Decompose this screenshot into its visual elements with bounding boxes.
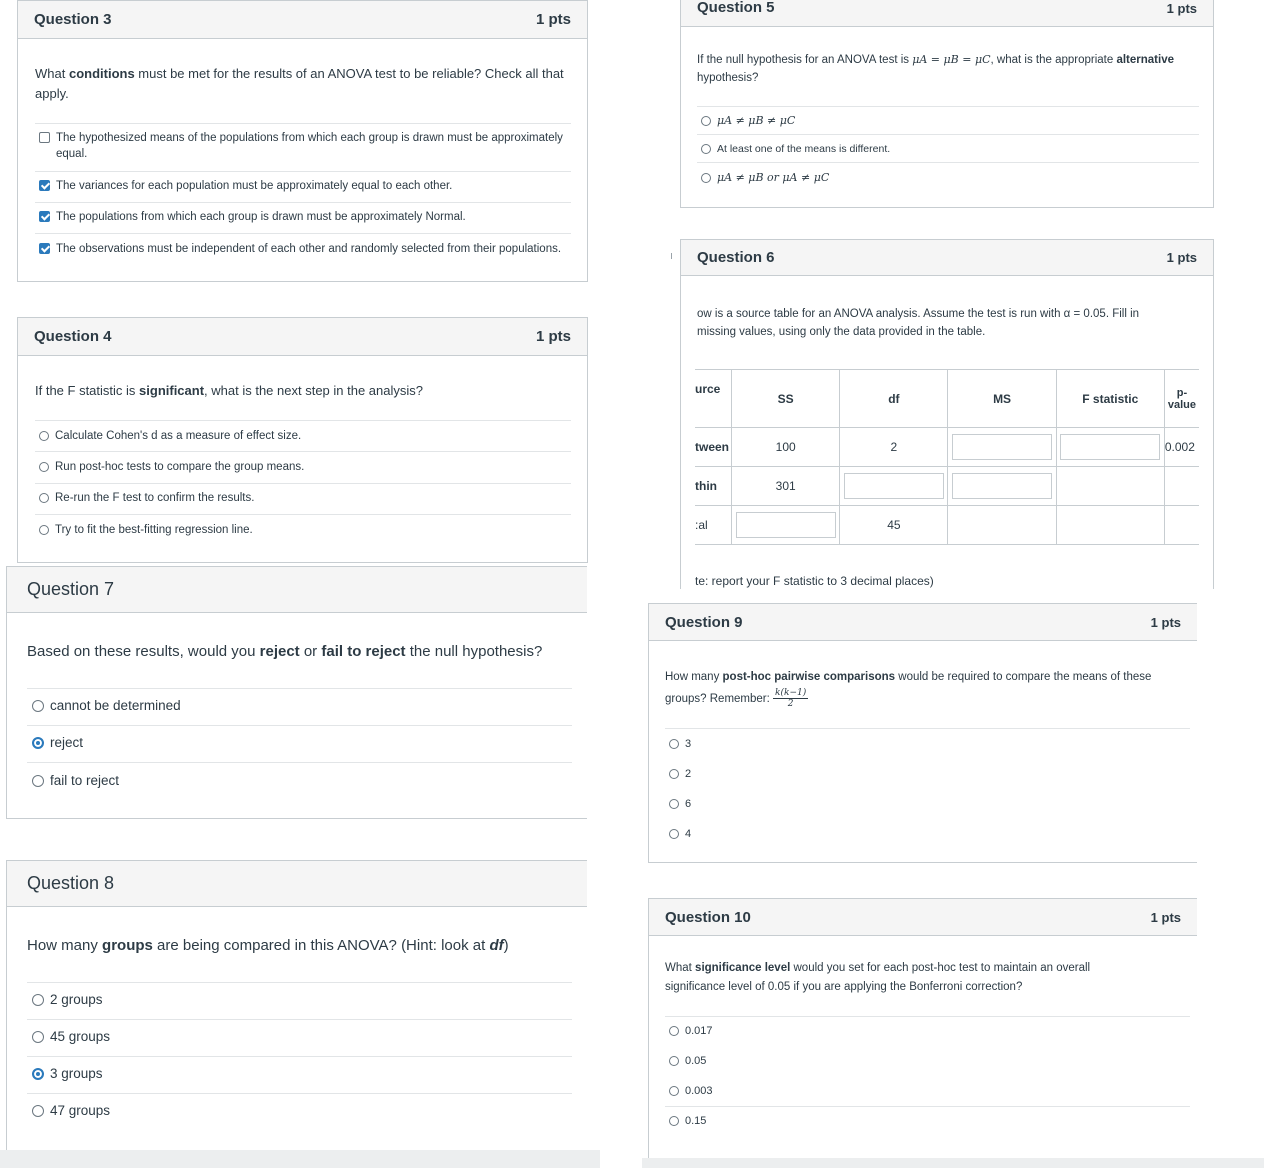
divider xyxy=(27,762,572,763)
q9-text-suffix: would be required to compare the means of these groups? Remember: xyxy=(665,671,1152,705)
radio-button[interactable] xyxy=(32,775,44,787)
checkbox[interactable] xyxy=(39,132,50,143)
divider xyxy=(27,1093,572,1094)
option-label: 0.003 xyxy=(685,1085,713,1097)
option-label: 3 groups xyxy=(50,1066,103,1081)
q8-text-prefix: How many xyxy=(27,937,103,954)
option-label: 2 xyxy=(685,768,692,780)
formula-denominator: 2 xyxy=(787,699,794,710)
question-7-card xyxy=(6,566,587,819)
anova-source-table xyxy=(695,369,1199,545)
q10-text-prefix: What xyxy=(665,962,696,974)
cell-ms xyxy=(948,506,1056,545)
question-9-title: Question 9 xyxy=(665,613,743,631)
radio-option[interactable] xyxy=(669,1023,713,1039)
divider xyxy=(665,1106,1190,1107)
formula-numerator: k(k−1) xyxy=(775,688,807,699)
cell-f xyxy=(1056,428,1164,467)
option-label: Try to fit the best-fitting regression line. xyxy=(55,524,253,536)
radio-option[interactable] xyxy=(669,796,691,812)
q5-text-prefix: If the null hypothesis for an ANOVA test is xyxy=(697,54,913,66)
radio-button[interactable] xyxy=(32,700,44,712)
q10-text-bold: significance level xyxy=(695,962,791,974)
option-label: The populations from which each group is drawn must be approximately Normal. xyxy=(56,211,466,223)
radio-option[interactable] xyxy=(32,1028,110,1046)
radio-option[interactable] xyxy=(32,1065,103,1083)
question-8-text xyxy=(27,935,577,957)
q6-text-line1: ow is a source table for an ANOVA analysis. Assume the test is run with α = 0.05. Fill in xyxy=(697,308,1140,320)
question-5-card xyxy=(680,0,1214,208)
q6-text-line2: missing values, using only the data provided in the table. xyxy=(697,326,986,338)
cell-ms xyxy=(948,428,1056,467)
header-source: urce xyxy=(695,370,732,428)
q8-text-mid: are being compared in this ANOVA? (Hint: look at xyxy=(152,937,490,954)
radio-option[interactable] xyxy=(39,490,254,506)
option-label: cannot be determined xyxy=(50,698,181,713)
radio-button[interactable] xyxy=(669,769,679,779)
radio-button[interactable] xyxy=(669,829,679,839)
radio-button[interactable] xyxy=(669,799,679,809)
question-6-title: Question 6 xyxy=(697,249,775,266)
question-6-note: te: report your F statistic to 3 decimal places) xyxy=(695,574,934,588)
f-statistic-input[interactable] xyxy=(1060,434,1160,460)
radio-button[interactable] xyxy=(32,1031,44,1043)
radio-button[interactable] xyxy=(39,462,49,472)
divider xyxy=(35,202,571,203)
q3-text-prefix: What xyxy=(35,66,69,81)
header-df: df xyxy=(840,370,948,428)
header-p-value: p-value xyxy=(1164,370,1199,428)
question-5-title: Question 5 xyxy=(697,0,775,16)
option-label: 4 xyxy=(685,828,692,840)
question-3-title: Question 3 xyxy=(34,11,112,28)
q9-text-bold: post-hoc pairwise comparisons xyxy=(722,671,896,683)
cell-ss: 301 xyxy=(732,467,840,506)
radio-option[interactable] xyxy=(32,1102,110,1120)
divider xyxy=(697,162,1199,163)
row-source: tween xyxy=(695,428,732,467)
row-source: :al xyxy=(695,506,732,545)
question-9-points: 1 pts xyxy=(1150,614,1181,630)
cell-p xyxy=(1164,467,1199,506)
option-label: Run post-hoc tests to compare the group means. xyxy=(55,461,305,473)
divider xyxy=(27,688,572,689)
radio-button[interactable] xyxy=(669,739,679,749)
question-8-card xyxy=(6,860,587,1150)
radio-option[interactable] xyxy=(32,734,83,752)
question-9-card xyxy=(648,603,1197,863)
radio-button[interactable] xyxy=(669,1026,679,1036)
header-ss: SS xyxy=(732,370,840,428)
radio-option[interactable] xyxy=(701,170,829,186)
cell-f xyxy=(1056,506,1164,545)
q8-text-suffix: ) xyxy=(503,937,509,954)
question-6-text xyxy=(697,305,1207,341)
question-4-header xyxy=(18,318,587,356)
question-4-points: 1 pts xyxy=(535,328,571,345)
q7-text-prefix: Based on these results, would you xyxy=(27,643,260,660)
radio-button[interactable] xyxy=(32,1105,44,1117)
option-label: 45 groups xyxy=(50,1029,111,1044)
divider xyxy=(665,728,1190,729)
option-label: μA ≠ μB ≠ μC xyxy=(717,114,796,127)
ms-between-input[interactable] xyxy=(952,434,1052,460)
radio-option[interactable] xyxy=(32,772,119,790)
divider xyxy=(27,1056,572,1057)
radio-option[interactable] xyxy=(701,141,890,157)
q4-text-bold: significant xyxy=(139,383,205,398)
cell-df: 2 xyxy=(840,428,948,467)
question-3-header xyxy=(18,1,587,39)
q7-text-bold1: reject xyxy=(259,643,300,660)
radio-option[interactable] xyxy=(669,1053,706,1069)
question-7-header xyxy=(7,567,587,613)
q7-text-bold2: fail to reject xyxy=(321,643,406,660)
option-label: Re-run the F test to confirm the results. xyxy=(55,492,255,504)
cell-df: 45 xyxy=(840,506,948,545)
question-6-header xyxy=(681,240,1213,276)
question-5-text xyxy=(697,51,1197,87)
divider xyxy=(27,725,572,726)
radio-option[interactable] xyxy=(669,826,691,842)
question-8-title: Question 8 xyxy=(27,873,115,893)
option-label: 3 xyxy=(685,738,692,750)
cell-ss xyxy=(732,506,840,545)
q7-text-mid: or xyxy=(299,643,322,660)
divider xyxy=(27,1019,572,1020)
option-label: 0.15 xyxy=(685,1115,707,1127)
divider xyxy=(35,483,571,484)
checkbox-checked[interactable] xyxy=(39,180,50,191)
question-8-header xyxy=(7,861,587,907)
radio-option[interactable] xyxy=(669,1113,706,1129)
table-row xyxy=(695,428,1199,467)
table-header-row xyxy=(695,370,1199,428)
cell-p: 0.002 xyxy=(1164,428,1199,467)
table-row xyxy=(695,506,1199,545)
q7-text-suffix: the null hypothesis? xyxy=(405,643,543,660)
q4-text-suffix: , what is the next step in the analysis? xyxy=(204,383,424,398)
question-6-card xyxy=(680,239,1214,589)
radio-button[interactable] xyxy=(701,144,711,154)
question-6-points: 1 pts xyxy=(1166,250,1197,265)
header-f-statistic: F statistic xyxy=(1056,370,1164,428)
checkbox-checked[interactable] xyxy=(39,243,50,254)
comparisons-formula xyxy=(773,688,808,709)
q5-text-mid: , what is the appropriate xyxy=(990,54,1117,66)
option-label: 2 groups xyxy=(50,992,103,1007)
question-10-points: 1 pts xyxy=(1150,909,1181,925)
left-edge-mark xyxy=(671,253,672,259)
q8-text-bold: groups xyxy=(102,937,153,954)
divider xyxy=(35,451,571,452)
option-label: 0.05 xyxy=(685,1055,707,1067)
divider xyxy=(35,123,571,124)
cell-ss: 100 xyxy=(732,428,840,467)
radio-button-selected[interactable] xyxy=(32,1068,44,1080)
option-label: At least one of the means is different. xyxy=(717,143,891,155)
divider xyxy=(697,106,1199,107)
df-within-input[interactable] xyxy=(844,473,944,499)
divider xyxy=(35,420,571,421)
question-3-text xyxy=(35,64,575,104)
checkbox-option[interactable] xyxy=(39,130,569,162)
question-10-text xyxy=(665,959,1145,997)
radio-button[interactable] xyxy=(32,994,44,1006)
question-4-title: Question 4 xyxy=(34,328,112,345)
radio-button[interactable] xyxy=(669,1056,679,1066)
q8-text-italic: df xyxy=(489,937,504,954)
radio-option[interactable] xyxy=(39,459,304,475)
option-label: 0.017 xyxy=(685,1025,713,1037)
question-4-text xyxy=(35,381,575,401)
radio-button[interactable] xyxy=(701,173,711,183)
radio-option[interactable] xyxy=(669,1083,713,1099)
question-7-title: Question 7 xyxy=(27,579,115,599)
q4-text-prefix: If the F statistic is xyxy=(35,383,140,398)
checkbox-checked[interactable] xyxy=(39,211,50,222)
question-7-text xyxy=(27,641,577,663)
radio-option[interactable] xyxy=(32,991,103,1009)
checkbox-option[interactable] xyxy=(39,241,569,257)
option-label: 6 xyxy=(685,798,692,810)
radio-option[interactable] xyxy=(39,428,301,444)
bottom-strip-left xyxy=(0,1150,600,1168)
radio-option[interactable] xyxy=(669,766,691,782)
question-3-card xyxy=(17,0,588,282)
radio-button[interactable] xyxy=(669,1086,679,1096)
divider xyxy=(697,134,1199,135)
divider xyxy=(665,1016,1190,1017)
cell-f xyxy=(1056,467,1164,506)
option-label: The variances for each population must be approximately equal to each other. xyxy=(56,180,453,192)
radio-option[interactable] xyxy=(669,736,691,752)
radio-button[interactable] xyxy=(39,493,49,503)
question-10-header xyxy=(649,899,1197,936)
q3-text-bold: conditions xyxy=(68,66,135,81)
radio-button-selected[interactable] xyxy=(32,737,44,749)
checkbox-option[interactable] xyxy=(39,178,569,194)
q5-text-bold: alternative xyxy=(1116,54,1174,66)
question-5-header xyxy=(681,0,1213,27)
radio-option[interactable] xyxy=(701,113,795,129)
question-9-header xyxy=(649,604,1197,641)
question-10-card xyxy=(648,898,1197,1160)
q10-text-suffix: would you set for each post-hoc test to maintain an overall significance level of 0.05 if you are applying the Bonferroni correction? xyxy=(665,962,1091,993)
question-9-text xyxy=(665,666,1190,710)
cell-ms xyxy=(948,467,1056,506)
radio-button[interactable] xyxy=(669,1116,679,1126)
divider xyxy=(35,233,571,234)
option-label: 47 groups xyxy=(50,1103,111,1118)
q9-text-prefix: How many xyxy=(665,671,723,683)
ms-within-input[interactable] xyxy=(952,473,1052,499)
question-3-points: 1 pts xyxy=(535,11,571,28)
option-label: μA ≠ μB or μA ≠ μC xyxy=(717,171,830,184)
radio-button[interactable] xyxy=(701,116,711,126)
radio-option[interactable] xyxy=(32,697,181,715)
option-label: fail to reject xyxy=(50,773,120,788)
radio-button[interactable] xyxy=(39,431,49,441)
question-10-title: Question 10 xyxy=(665,908,751,926)
radio-button[interactable] xyxy=(39,525,49,535)
q3-text-suffix: must be met for the results of an ANOVA test to be reliable? Check all that apply. xyxy=(35,66,564,101)
divider xyxy=(35,514,571,515)
table-row xyxy=(695,467,1199,506)
cell-df xyxy=(840,467,948,506)
q5-text-math: μA = μB = μC xyxy=(912,53,991,66)
option-label: The observations must be independent of each other and randomly selected from their populations. xyxy=(56,243,562,255)
option-label: reject xyxy=(50,735,84,750)
bottom-strip-right xyxy=(642,1158,1264,1168)
option-label: The hypothesized means of the populations from which each group is drawn must be approximately equal. xyxy=(56,132,563,160)
option-label: Calculate Cohen's d as a measure of effect size. xyxy=(55,430,302,442)
ss-total-input[interactable] xyxy=(736,512,836,538)
question-5-points: 1 pts xyxy=(1166,1,1197,16)
cell-p xyxy=(1164,506,1199,545)
divider xyxy=(35,171,571,172)
radio-option[interactable] xyxy=(39,522,253,538)
divider xyxy=(27,982,572,983)
checkbox-option[interactable] xyxy=(39,209,569,225)
q5-text-suffix: hypothesis? xyxy=(697,72,759,84)
header-ms: MS xyxy=(948,370,1056,428)
row-source: thin xyxy=(695,467,732,506)
question-4-card xyxy=(17,317,588,563)
